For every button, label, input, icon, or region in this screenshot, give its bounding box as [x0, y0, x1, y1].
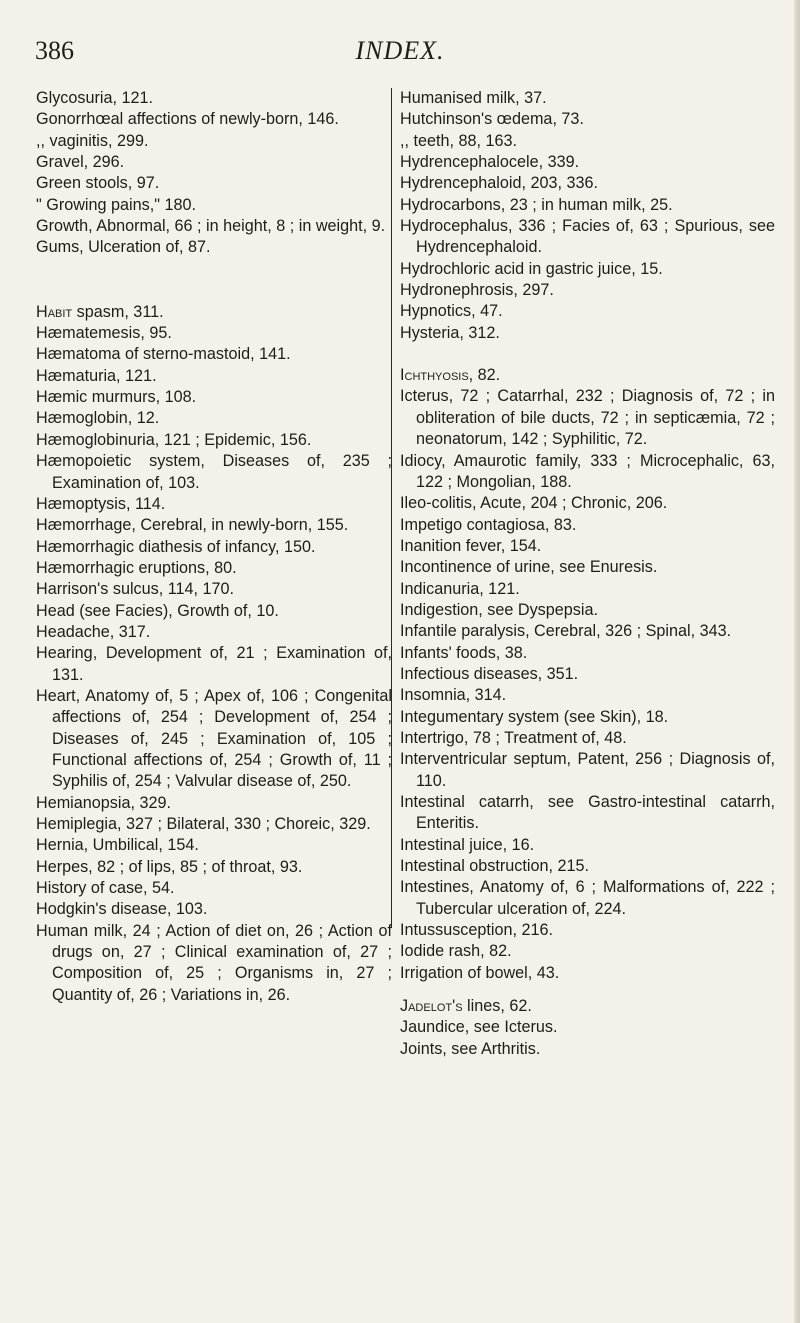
index-entry: Jaundice, see Icterus. [400, 1018, 558, 1037]
index-entry: Hydrocephalus, 336 ; Facies of, 63 ; Spurious, see Hydrencephaloid. [400, 217, 775, 257]
index-entry: Intestines, Anatomy of, 6 ; Malformations of, 222 ; Tubercular ulceration of, 224. [400, 878, 775, 918]
index-entry: Hydronephrosis, 297. [400, 281, 554, 300]
index-entry: Humanised milk, 37. [400, 89, 547, 107]
index-entry: Gravel, 296. [36, 153, 125, 172]
index-entry: Icterus, 72 ; Catarrhal, 232 ; Diagnosis of, 72 ; in obliteration of bile ducts, 72 ; in septicæmia, 72 ; neonatorum, 142 ; Syphilitic, 72. [400, 387, 775, 449]
index-entry: Hæmoptysis, 114. [36, 494, 166, 513]
index-column-right [400, 88, 775, 1060]
index-entry: Intussusception, 216. [400, 921, 553, 940]
index-entry-rest: spasm, 311. [72, 302, 164, 321]
index-entry: Integumentary system (see Skin), 18. [400, 707, 669, 726]
index-entry: Harrison's sulcus, 114, 170. [36, 580, 235, 599]
index-entry: Hutchinson's œdema, 73. [400, 110, 584, 129]
page-edge [794, 0, 800, 1323]
index-entry: Hæmorrhagic eruptions, 80. [36, 558, 237, 577]
index-entry: Hæmorrhage, Cerebral, in newly-born, 155. [36, 516, 349, 535]
index-entry: Hæmatemesis, 95. [36, 324, 172, 343]
index-entry: Heart, Anatomy of, 5 ; Apex of, 106 ; Congenital affections of, 254 ; Development of, 254 ; Diseases of, 245 ; Examination of, 105 ; Functional affections of, 254 ; Growth of, 11 ; Syphilis of, 254 ; Valvular disease of, 250. [36, 686, 392, 791]
index-entry: Hypnotics, 47. [400, 302, 503, 321]
index-entry: Hydrocarbons, 23 ; in human milk, 25. [400, 195, 673, 214]
index-entry: Idiocy, Amaurotic family, 333 ; Microcephalic, 63, 122 ; Mongolian, 188. [400, 451, 775, 491]
index-entry: Intertrigo, 78 ; Treatment of, 48. [400, 728, 627, 747]
index-entry: Intestinal juice, 16. [400, 835, 535, 854]
index-entry-section-start [400, 996, 775, 1017]
index-entry: Incontinence of urine, see Enuresis. [400, 558, 658, 577]
index-entry: Glycosuria, 121. [36, 89, 153, 107]
index-entry-rest: lines, 62. [462, 997, 532, 1016]
index-column-left [36, 88, 392, 1006]
index-entry: ,, vaginitis, 299. [36, 131, 149, 150]
index-entry: Headache, 317. [36, 622, 151, 641]
index-entry: Hæmaturia, 121. [36, 366, 157, 385]
index-entry: Interventricular septum, Patent, 256 ; Diagnosis of, 110. [400, 750, 775, 790]
index-entry-rest: , 82. [468, 366, 501, 385]
section-head-word: Habit [36, 302, 73, 321]
running-head: INDEX. [355, 36, 445, 65]
index-entry-section-start [400, 365, 775, 386]
index-entry: Infectious diseases, 351. [400, 664, 579, 683]
index-entry: Hæmorrhagic diathesis of infancy, 150. [36, 537, 316, 556]
index-entry: Infants' foods, 38. [400, 643, 528, 662]
section-head-word: Jadelot's [400, 997, 463, 1016]
index-entry: Growth, Abnormal, 66 ; in height, 8 ; in weight, 9. [36, 217, 386, 236]
section-head-word: Ichthyosis [400, 366, 469, 385]
index-entry: Impetigo contagiosa, 83. [400, 515, 577, 534]
page-number: 386 [35, 36, 74, 65]
index-entry: " Growing pains," 180. [36, 195, 196, 214]
index-entry: Hemianopsia, 329. [36, 793, 171, 812]
index-entry: Hysteria, 312. [400, 323, 500, 342]
index-entry: Intestinal obstruction, 215. [400, 857, 589, 876]
index-entry: Infantile paralysis, Cerebral, 326 ; Spinal, 343. [400, 622, 732, 641]
index-entry: Herpes, 82 ; of lips, 85 ; of throat, 93. [36, 857, 303, 876]
index-entry: Head (see Facies), Growth of, 10. [36, 601, 279, 620]
index-entry: Irrigation of bowel, 43. [400, 963, 560, 982]
index-entry: Green stools, 97. [36, 174, 160, 193]
index-entry: Insomnia, 314. [400, 686, 507, 705]
index-entry: Iodide rash, 82. [400, 942, 512, 961]
index-entry: Hæmoglobin, 12. [36, 409, 160, 428]
index-entry: Indicanuria, 121. [400, 579, 520, 598]
index-entry: Inanition fever, 154. [400, 536, 542, 555]
index-entry: Indigestion, see Dyspepsia. [400, 600, 598, 619]
index-entry: Hydrencephaloid, 203, 336. [400, 174, 598, 193]
index-entry: History of case, 54. [36, 879, 175, 898]
index-entry: Hearing, Development of, 21 ; Examination of, 131. [36, 644, 392, 684]
index-entry: Hæmatoma of sterno-mastoid, 141. [36, 345, 291, 364]
index-entry: Intestinal catarrh, see Gastro-intestinal catarrh, Enteritis. [400, 793, 775, 833]
index-entry: Hæmopoietic system, Diseases of, 235 ; Examination of, 103. [36, 452, 392, 492]
index-entry: Hæmic murmurs, 108. [36, 388, 197, 407]
index-entry: ,, teeth, 88, 163. [400, 131, 517, 150]
index-entry: Hydrencephalocele, 339. [400, 153, 580, 172]
index-entry: Hernia, Umbilical, 154. [36, 836, 199, 855]
index-entry: Hydrochloric acid in gastric juice, 15. [400, 259, 663, 278]
index-entry: Hodgkin's disease, 103. [36, 900, 208, 919]
index-entry: Human milk, 24 ; Action of diet on, 26 ; Action of drugs on, 27 ; Clinical examination of, 27 ; Composition of, 25 ; Organisms in, 27 ; Quantity of, 26 ; Variations in, 26. [36, 921, 392, 1004]
index-entry: Gums, Ulceration of, 87. [36, 238, 211, 257]
index-entry: Hæmoglobinuria, 121 ; Epidemic, 156. [36, 430, 312, 449]
index-entry: Ileo-colitis, Acute, 204 ; Chronic, 206. [400, 494, 668, 513]
index-entry: Joints, see Arthritis. [400, 1039, 541, 1058]
index-entry: Hemiplegia, 327 ; Bilateral, 330 ; Choreic, 329. [36, 815, 371, 833]
index-entry: Gonorrhœal affections of newly-born, 146. [36, 110, 339, 129]
index-entry-section-start [36, 302, 392, 323]
